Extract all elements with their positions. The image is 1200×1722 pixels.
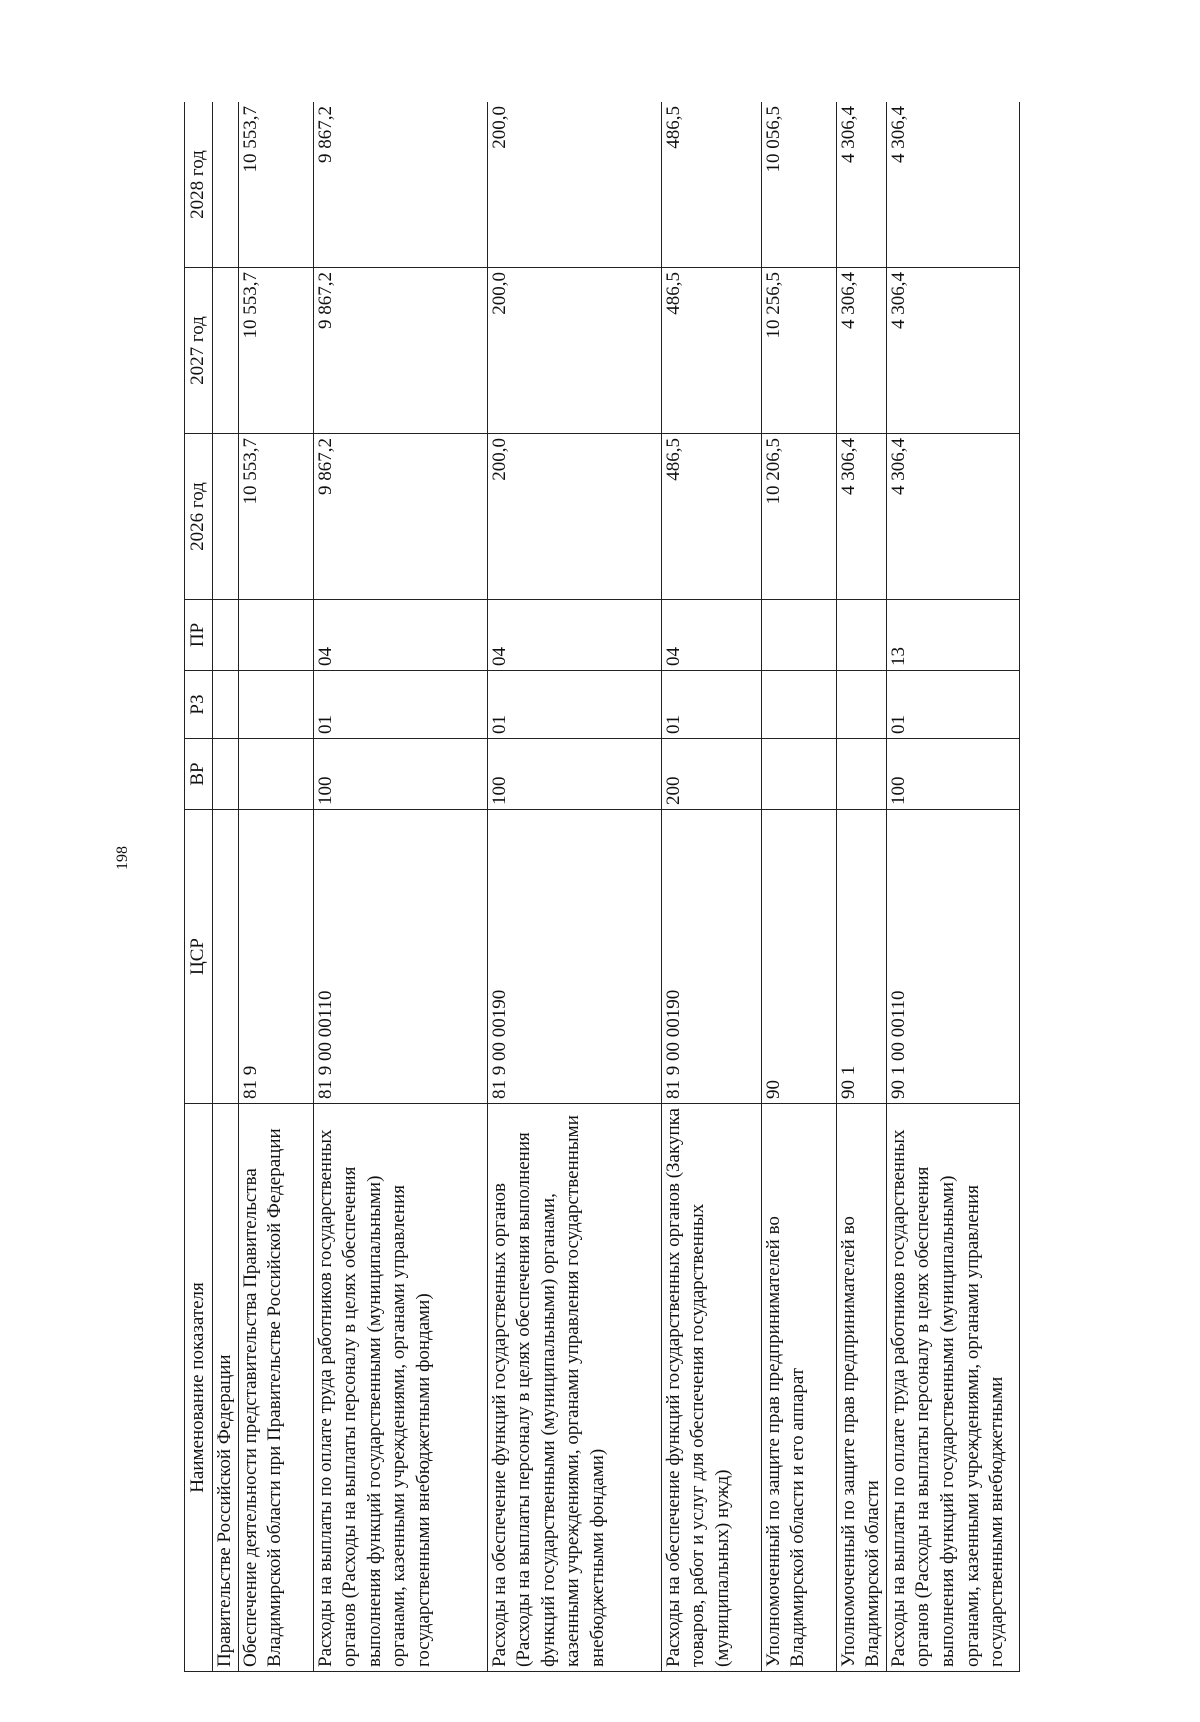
cell-pr <box>836 600 886 671</box>
table-row <box>836 102 886 1672</box>
table-row <box>761 102 836 1672</box>
cell-name: Расходы на выплаты по оплате труда работников государственных органов (Расходы на выплаты персоналу в целях обеспечения выполнения функций государственными (муниципальными) органами, казенными учреждениями, органами управления государственными внебюджетными фондами) <box>313 1104 487 1672</box>
cell-csr: 90 1 <box>836 810 886 1104</box>
header-rz: РЗ <box>185 671 213 739</box>
cell-2026 <box>213 434 239 600</box>
header-csr: ЦСР <box>185 810 213 1104</box>
cell-rz: 01 <box>313 671 487 739</box>
cell-2028: 4 306,4 <box>886 102 1019 268</box>
cell-rz <box>836 671 886 739</box>
cell-vr <box>761 739 836 810</box>
cell-name: Обеспечение деятельности представительства Правительства Владимирской области при Правительстве Российской Федерации <box>238 1104 313 1672</box>
cell-pr: 04 <box>313 600 487 671</box>
cell-name: Правительстве Российской Федерации <box>213 1104 239 1672</box>
page-number: 198 <box>114 846 131 870</box>
cell-vr <box>238 739 313 810</box>
cell-rz <box>761 671 836 739</box>
cell-vr <box>213 739 239 810</box>
cell-2027: 4 306,4 <box>836 268 886 434</box>
table-row <box>661 102 761 1672</box>
cell-2028 <box>213 102 239 268</box>
cell-name: Расходы на обеспечение функций государственных органов (Закупка товаров, работ и услуг для обеспечения государственных (муниципальных) нужд) <box>661 1104 761 1672</box>
cell-pr <box>238 600 313 671</box>
cell-csr: 90 <box>761 810 836 1104</box>
header-2028: 2028 год <box>185 102 213 268</box>
cell-csr: 81 9 00 00110 <box>313 810 487 1104</box>
cell-2028: 10 553,7 <box>238 102 313 268</box>
cell-2028: 200,0 <box>487 102 661 268</box>
cell-2028: 9 867,2 <box>313 102 487 268</box>
cell-csr: 90 1 00 00110 <box>886 810 1019 1104</box>
cell-csr: 81 9 00 00190 <box>661 810 761 1104</box>
cell-rz <box>213 671 239 739</box>
cell-vr: 200 <box>661 739 761 810</box>
cell-rz <box>238 671 313 739</box>
cell-pr <box>761 600 836 671</box>
budget-table <box>184 102 1020 1672</box>
header-2027: 2027 год <box>185 268 213 434</box>
header-vr: ВР <box>185 739 213 810</box>
rotated-table-container <box>184 102 1088 1672</box>
cell-2027: 4 306,4 <box>886 268 1019 434</box>
cell-2028: 486,5 <box>661 102 761 268</box>
cell-2026: 486,5 <box>661 434 761 600</box>
cell-vr: 100 <box>313 739 487 810</box>
cell-rz: 01 <box>487 671 661 739</box>
cell-name: Уполномоченный по защите прав предпринимателей во Владимирской области <box>836 1104 886 1672</box>
cell-name: Расходы на выплаты по оплате труда работников государственных органов (Расходы на выплаты персоналу в целях обеспечения выполнения функций государственными (муниципальными) органами, казенными учреждениями, органами управления государственными внебюджетными <box>886 1104 1019 1672</box>
table-row <box>213 102 239 1672</box>
cell-2026: 200,0 <box>487 434 661 600</box>
cell-pr: 04 <box>661 600 761 671</box>
cell-csr: 81 9 00 00190 <box>487 810 661 1104</box>
cell-2028: 4 306,4 <box>836 102 886 268</box>
table-row <box>313 102 487 1672</box>
cell-name: Уполномоченный по защите прав предпринимателей во Владимирской области и его аппарат <box>761 1104 836 1672</box>
cell-2027: 10 256,5 <box>761 268 836 434</box>
cell-csr <box>213 810 239 1104</box>
header-2026: 2026 год <box>185 434 213 600</box>
table-row <box>487 102 661 1672</box>
cell-vr: 100 <box>487 739 661 810</box>
table-row <box>886 102 1019 1672</box>
cell-2026: 4 306,4 <box>886 434 1019 600</box>
header-pr: ПР <box>185 600 213 671</box>
cell-2027: 486,5 <box>661 268 761 434</box>
cell-pr: 04 <box>487 600 661 671</box>
cell-2027: 9 867,2 <box>313 268 487 434</box>
cell-2027 <box>213 268 239 434</box>
cell-2026: 9 867,2 <box>313 434 487 600</box>
cell-2028: 10 056,5 <box>761 102 836 268</box>
cell-pr: 13 <box>886 600 1019 671</box>
cell-pr <box>213 600 239 671</box>
cell-2026: 10 553,7 <box>238 434 313 600</box>
cell-vr: 100 <box>886 739 1019 810</box>
cell-2027: 10 553,7 <box>238 268 313 434</box>
cell-2026: 10 206,5 <box>761 434 836 600</box>
cell-vr <box>836 739 886 810</box>
table-header-row <box>185 102 213 1672</box>
cell-name: Расходы на обеспечение функций государственных органов (Расходы на выплаты персоналу в целях обеспечения выполнения функций государственными (муниципальными) органами, казенными учреждениями, органами управления государственными внебюджетными фондами) <box>487 1104 661 1672</box>
cell-2027: 200,0 <box>487 268 661 434</box>
cell-csr: 81 9 <box>238 810 313 1104</box>
cell-rz: 01 <box>886 671 1019 739</box>
table-row <box>238 102 313 1672</box>
cell-2026: 4 306,4 <box>836 434 886 600</box>
cell-rz: 01 <box>661 671 761 739</box>
header-name: Наименование показателя <box>185 1104 213 1672</box>
